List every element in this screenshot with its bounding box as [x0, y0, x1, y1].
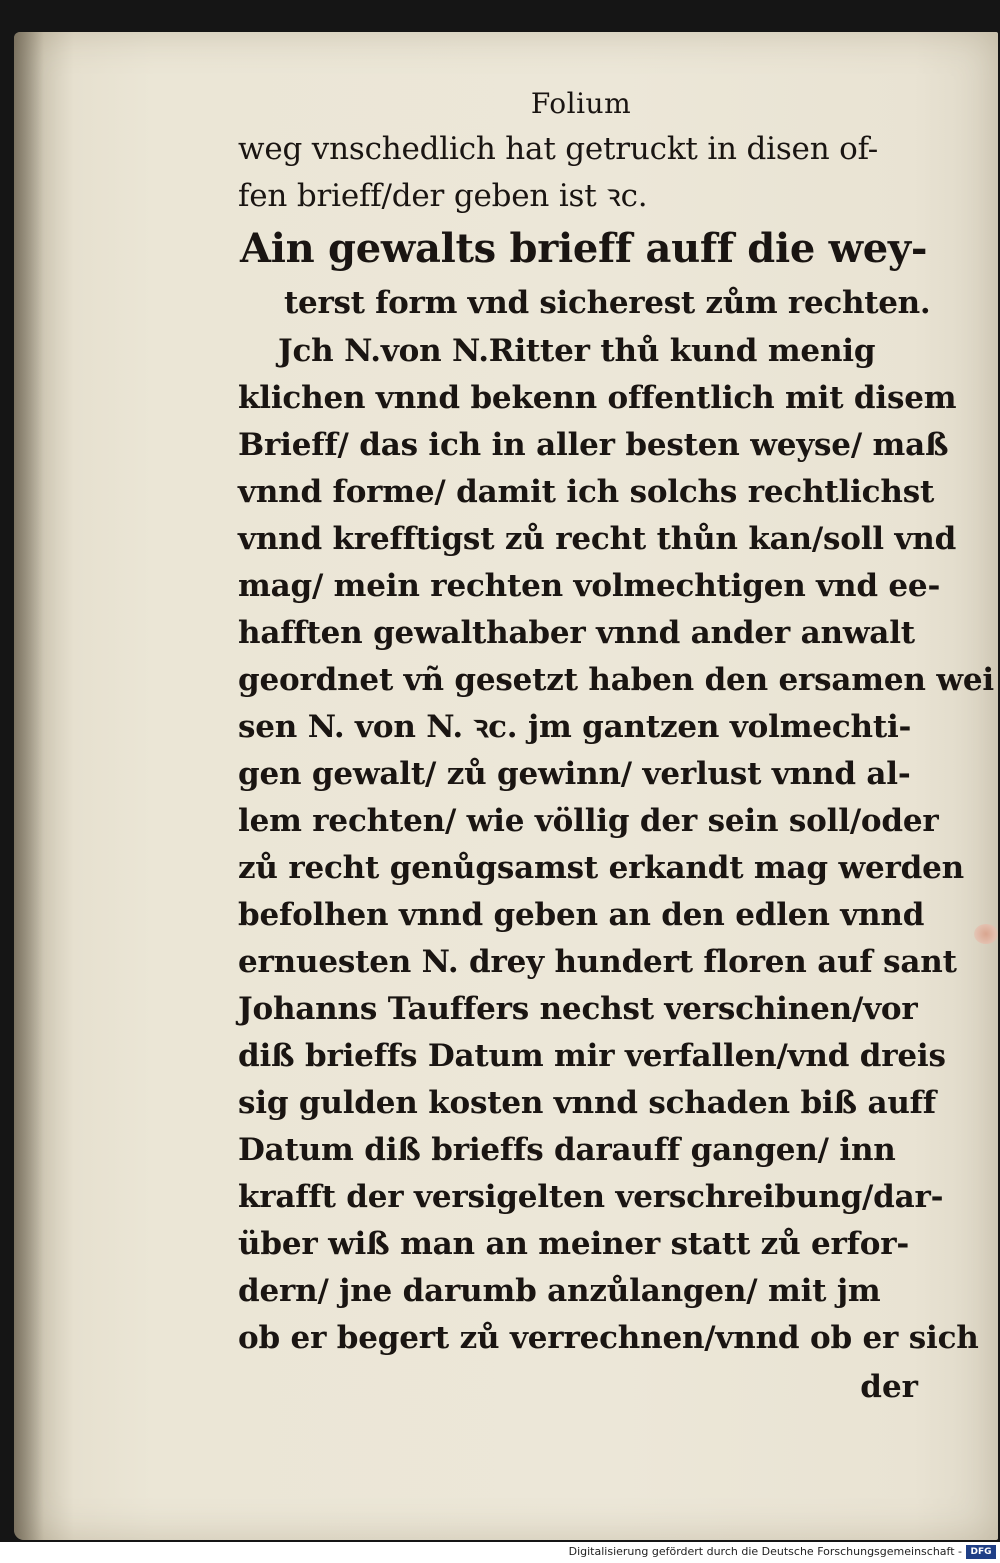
- text-line: lem rechten/ wie völlig der sein soll/oder: [238, 803, 939, 839]
- text-line: fen brieff/der geben ist ꝛc.: [238, 178, 648, 214]
- dfg-logo-icon: DFG: [966, 1545, 996, 1559]
- text-line: über wiß man an meiner statt zů erfor-: [238, 1226, 910, 1262]
- text-line: mag/ mein rechten volmechtigen vnd ee-: [238, 568, 941, 604]
- text-line: zů recht genůgsamst erkandt mag werden: [238, 850, 964, 886]
- text-line: gen gewalt/ zů gewinn/ verlust vnnd al-: [238, 756, 911, 792]
- text-line: sig gulden kosten vnnd schaden biß auff: [238, 1085, 936, 1121]
- text-line: krafft der versigelten verschreibung/dar-: [238, 1179, 944, 1215]
- text-line: hafften gewalthaber vnnd ander anwalt: [238, 615, 915, 651]
- catchword: der: [860, 1369, 918, 1405]
- text-line: vnnd krefftigst zů recht thůn kan/soll vnd: [238, 521, 957, 557]
- section-heading: Ain gewalts brieff auff die wey-: [240, 225, 928, 272]
- text-line: befolhen vnnd geben an den edlen vnnd: [238, 897, 925, 933]
- text-line: ob er begert zů verrechnen/vnnd ob er sich: [238, 1320, 979, 1356]
- text-line: weg vnschedlich hat getruckt in disen of-: [238, 131, 879, 167]
- text-line: vnnd forme/ damit ich solchs rechtlichst: [238, 474, 935, 510]
- text-line: geordnet vñ gesetzt haben den ersamen wei: [238, 662, 994, 698]
- text-line: Jch N.von N.Ritter thů kund menig: [278, 333, 876, 369]
- running-head: Folium: [530, 87, 632, 120]
- text-line: klichen vnnd bekenn offentlich mit disem: [238, 380, 957, 416]
- section-heading-continued: terst form vnd sicherest zům rechten.: [284, 285, 931, 321]
- page-edge-shadow: [14, 32, 44, 1540]
- text-line: Datum diß brieffs darauff gangen/ inn: [238, 1132, 896, 1168]
- text-line: ernuesten N. drey hundert floren auf sant: [238, 944, 957, 980]
- text-line: Johanns Tauffers nechst verschinen/vor: [238, 991, 918, 1027]
- funding-credit: Digitalisierung gefördert durch die Deutsche Forschungsgemeinschaft -: [568, 1545, 962, 1558]
- text-line: sen N. von N. ꝛc. jm gantzen volmechti-: [238, 709, 912, 745]
- text-line: Brieff/ das ich in aller besten weyse/ maß: [238, 427, 949, 463]
- paper-stain: [974, 924, 998, 944]
- page-text-block: [238, 82, 994, 1412]
- text-line: dern/ jne darumb anzůlangen/ mit jm: [238, 1273, 881, 1309]
- text-line: diß brieffs Datum mir verfallen/vnd dreis: [238, 1038, 946, 1074]
